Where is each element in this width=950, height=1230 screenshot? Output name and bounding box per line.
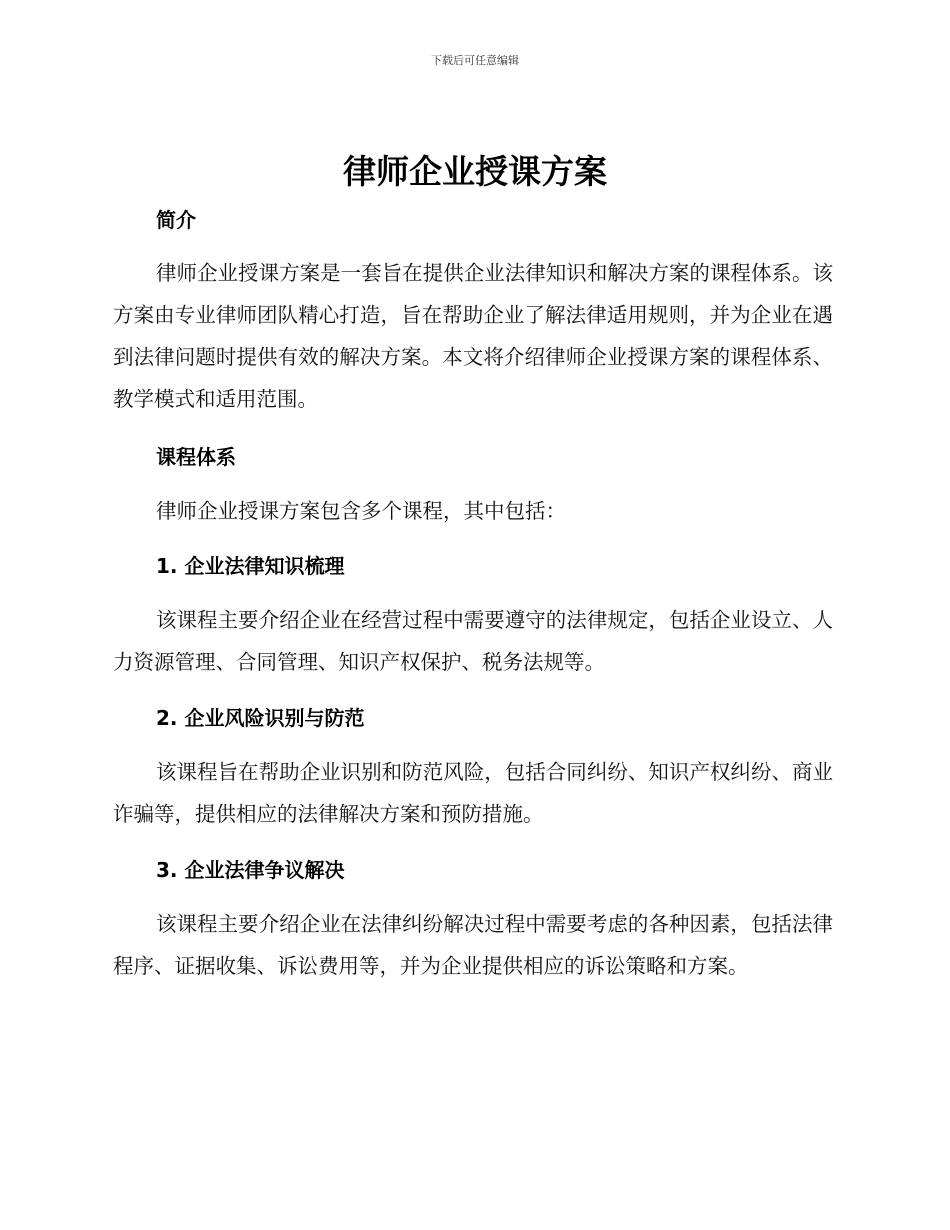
section-heading-intro: 简介 xyxy=(156,208,196,232)
section-heading-course-3: 3. 企业法律争议解决 xyxy=(156,858,345,882)
section-paragraph-course-3: 该课程主要介绍企业在法律纠纷解决过程中需要考虑的各种因素，包括法律程序、证据收集、诉讼费用等，并为企业提供相应的诉讼策略和方案。 xyxy=(113,912,833,978)
section-heading-course-1: 1. 企业法律知识梳理 xyxy=(156,554,345,578)
section-heading-curriculum: 课程体系 xyxy=(156,445,236,469)
section-paragraph-course-2: 该课程旨在帮助企业识别和防范风险，包括合同纠纷、知识产权纠纷、商业诈骗等，提供相应的法律解决方案和预防措施。 xyxy=(113,760,833,826)
section-paragraph-intro: 律师企业授课方案是一套旨在提供企业法律知识和解决方案的课程体系。该方案由专业律师团队精心打造，旨在帮助企业了解法律适用规则，并为企业在遇到法律问题时提供有效的解决方案。本文将介绍律师企业授课方案的课程体系、教学模式和适用范围。 xyxy=(113,261,833,411)
section-heading-course-2: 2. 企业风险识别与防范 xyxy=(156,706,365,730)
page-header-note: 下载后可任意编辑 xyxy=(431,54,519,67)
section-paragraph-course-1: 该课程主要介绍企业在经营过程中需要遵守的法律规定，包括企业设立、人力资源管理、合同管理、知识产权保护、税务法规等。 xyxy=(113,608,833,674)
section-paragraph-curriculum: 律师企业授课方案包含多个课程，其中包括： xyxy=(156,499,566,523)
document-title: 律师企业授课方案 xyxy=(343,152,607,191)
